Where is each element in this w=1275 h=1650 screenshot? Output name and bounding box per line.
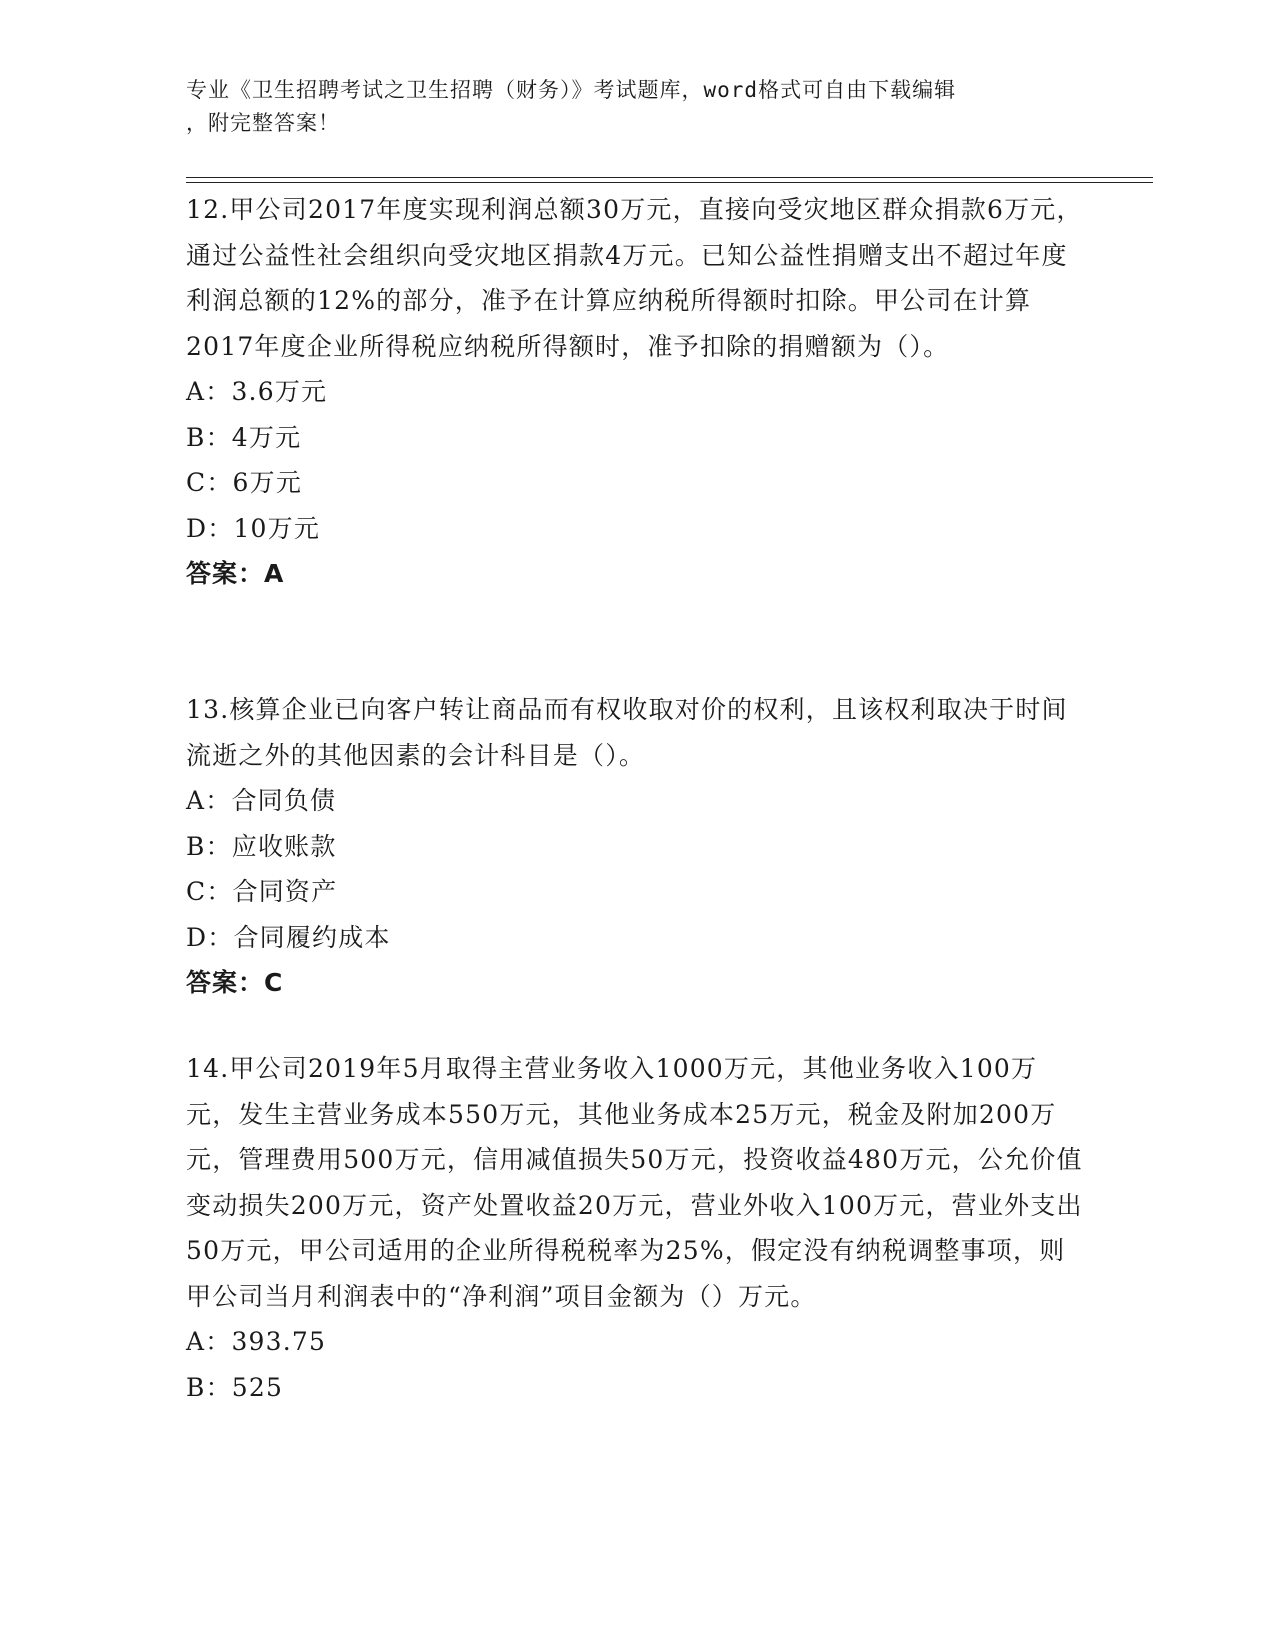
header-divider <box>186 177 1153 183</box>
option-b: B：4万元 <box>186 422 302 452</box>
option-a: A：393.75 <box>186 1327 327 1356</box>
question-text: 12.甲公司2017年度实现利润总额30万元，直接向受灾地区群众捐款6万元，通过公益性社会组织向受灾地区捐款4万元。已知公益性捐赠支出不超过年度利润总额的12%的部分，准予在计算应纳税所得额时扣除。甲公司在计算2017年度企业所得税应纳税所得额时，准予扣除的捐赠额为（）。 <box>186 195 1083 361</box>
question-12 <box>186 187 1086 597</box>
option-a: A：合同负债 <box>186 786 337 815</box>
option-d: D：10万元 <box>186 513 321 543</box>
option-c: C：合同资产 <box>186 877 338 906</box>
question-text: 14.甲公司2019年5月取得主营业务收入1000万元，其他业务收入100万元，发生主营业务成本550万元，其他业务成本25万元，税金及附加200万元，管理费用500万元，信用减值损失50万元，投资收益480万元，公允价值变动损失200万元，资产处置收益20万元，营业外收入100万元，营业外支出50万元，甲公司适用的企业所得税税率为25%，假定没有纳税调整事项，则甲公司当月利润表中的“净利润”项目金额为（）万元。 <box>186 1054 1083 1311</box>
option-a: A：3.6万元 <box>186 377 328 406</box>
question-text: 13.核算企业已向客户转让商品而有权收取对价的权利，且该权利取决于时间流逝之外的其他因素的会计科目是（）。 <box>186 695 1068 770</box>
header-line-2: ，附完整答案！ <box>186 111 340 135</box>
question-13 <box>186 687 1086 1006</box>
answer: 答案：C <box>186 968 284 997</box>
document-header <box>186 74 1066 140</box>
option-b: B：525 <box>186 1372 284 1402</box>
answer: 答案：A <box>186 559 285 588</box>
header-line-1: 专业《卫生招聘考试之卫生招聘（财务）》考试题库，word格式可自由下载编辑 <box>186 78 957 102</box>
question-14 <box>186 1046 1086 1410</box>
option-c: C：6万元 <box>186 468 303 497</box>
option-d: D：合同履约成本 <box>186 922 391 952</box>
option-b: B：应收账款 <box>186 831 337 861</box>
